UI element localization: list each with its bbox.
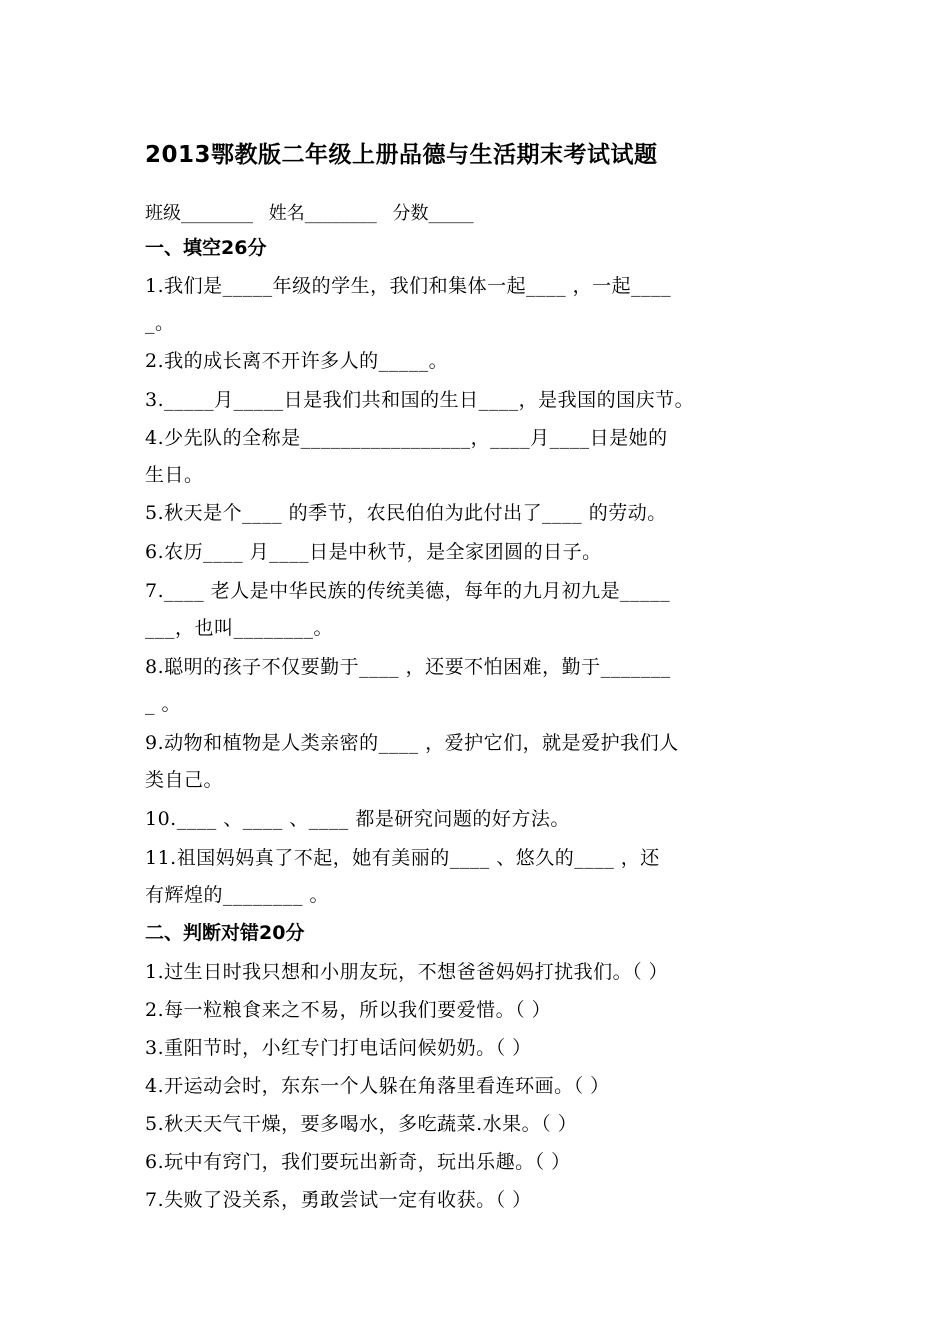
judgement-line: 4.开运动会时，东东一个人躲在角落里看连环画。（ ）	[145, 1075, 610, 1097]
question-line: 生日。	[145, 464, 204, 486]
question-line: _ 。	[145, 693, 182, 715]
section-heading-true-false: 二、判断对错20分	[145, 922, 305, 944]
judgement-line: 6.玩中有窍门，我们要玩出新奇，玩出乐趣。（ ）	[145, 1151, 571, 1173]
student-info-row	[145, 199, 483, 225]
page-title: 2013鄂教版二年级上册品德与生活期末考试试题	[145, 142, 658, 168]
class-field: 班级________	[145, 203, 253, 224]
score-field: 分数_____	[392, 203, 474, 224]
question-line: _。	[145, 312, 175, 334]
judgement-line: 2.每一粒粮食来之不易，所以我们要爱惜。（ ）	[145, 999, 552, 1021]
question-line: 9.动物和植物是人类亲密的____ ，爱护它们，就是爱护我们人	[145, 732, 679, 754]
section-heading-fill-blank: 一、填空26分	[145, 237, 267, 259]
question-line: 4.少先队的全称是_________________，____月____日是她的	[145, 427, 668, 449]
question-line: 有辉煌的________ 。	[145, 884, 330, 906]
judgement-line: 7.失败了没关系，勇敢尝试一定有收获。（ ）	[145, 1189, 532, 1211]
judgement-line: 3.重阳节时，小红专门打电话问候奶奶。（ ）	[145, 1037, 532, 1059]
question-line: 类自己。	[145, 769, 224, 791]
question-line: 2.我的成长离不开许多人的_____。	[145, 350, 449, 372]
question-line: ___，也叫________。	[145, 617, 334, 639]
judgement-line: 1.过生日时我只想和小朋友玩，不想爸爸妈妈打扰我们。（ ）	[145, 961, 669, 983]
question-line: 7.____ 老人是中华民族的传统美德，每年的九月初九是_____	[145, 580, 671, 602]
question-line: 6.农历____ 月____日是中秋节，是全家团圆的日子。	[145, 541, 602, 563]
question-line: 1.我们是_____年级的学生，我们和集体一起____ ，一起____	[145, 275, 672, 297]
question-line: 5.秋天是个____ 的季节，农民伯伯为此付出了____ 的劳动。	[145, 502, 667, 524]
question-line: 3._____月_____日是我们共和国的生日____，是我国的国庆节。	[145, 389, 695, 411]
question-line: 10.____ 、____ 、____ 都是研究问题的好方法。	[145, 808, 570, 830]
question-line: 11.祖国妈妈真了不起，她有美丽的____ 、悠久的____ ，还	[145, 847, 660, 869]
judgement-line: 5.秋天天气干燥，要多喝水，多吃蔬菜.水果。（ ）	[145, 1113, 578, 1135]
question-line: 8.聪明的孩子不仅要勤于____ ，还要不怕困难，勤于_______	[145, 656, 671, 678]
name-field: 姓名________	[268, 203, 377, 224]
